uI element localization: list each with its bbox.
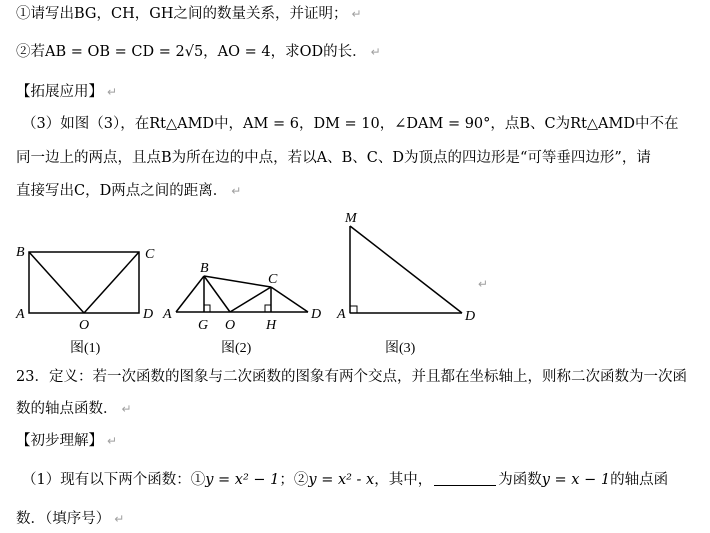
separator: ；② <box>279 472 309 488</box>
initial-heading-line <box>16 431 117 451</box>
fig2-right-angle-G <box>204 305 210 312</box>
function-3: y = x − 1 <box>541 472 611 488</box>
fig1-label-A: A <box>16 307 25 322</box>
function-2: y = x² - x <box>308 472 375 488</box>
fig3-side-MD <box>350 226 462 313</box>
q22-part1-text: ①请写出BG，CH，GH之间的数量关系，并证明； <box>16 6 348 22</box>
fig1-label-D: D <box>143 307 154 322</box>
fig2-label-H: H <box>266 318 277 333</box>
fig2-label-D: D <box>311 307 322 322</box>
q23-definition-text2: 数的轴点函数． <box>16 401 118 417</box>
fig3-label-A: A <box>337 307 346 322</box>
figure-3 <box>350 226 462 313</box>
q23-part1-end-line <box>16 509 124 529</box>
fig2-right-angle-H <box>265 305 271 312</box>
fig1-rectangle <box>29 252 139 313</box>
figure-2 <box>176 276 308 312</box>
fig1-caption: 图(1) <box>70 341 101 356</box>
q23-part1-line <box>22 470 668 490</box>
q23-definition-line1 <box>16 367 687 387</box>
fig2-segment-AB <box>176 276 204 312</box>
tail-text: 的轴点函 <box>610 472 669 488</box>
fig2-segment-CD <box>271 287 308 312</box>
fig2-label-B: B <box>200 261 209 276</box>
q22-part3-text2: 同一边上的两点，且点B为所在边的中点，若以A、B、C、D为顶点的四边形是“可等垂四边形”，请 <box>16 150 651 166</box>
q23-part1-end: 数．（填序号） <box>16 511 111 527</box>
q23-definition-line2 <box>16 399 132 419</box>
q23-definition-text1: 23．定义：若一次函数的图象与二次函数的图象有两个交点，并且都在坐标轴上，则称二次函数为一次函 <box>16 369 687 385</box>
fig1-label-O: O <box>79 318 90 333</box>
return-mark-icon: ↵ <box>478 277 489 291</box>
extension-heading: 【拓展应用】 <box>16 84 103 100</box>
return-mark-icon: ↵ <box>231 184 242 198</box>
answer-blank[interactable] <box>434 471 496 486</box>
q22-part3-text3: 直接写出C，D两点之间的距离． <box>16 183 228 199</box>
mid-text: ，其中， <box>374 472 433 488</box>
fig2-label-A: A <box>163 307 172 322</box>
fig2-caption: 图(2) <box>221 341 252 356</box>
initial-heading: 【初步理解】 <box>16 433 103 449</box>
figure-1 <box>29 252 139 313</box>
return-mark-icon: ↵ <box>107 434 118 448</box>
fig3-label-M: M <box>345 211 357 226</box>
function-1: y = x² − 1 <box>205 472 280 488</box>
fig1-label-C: C <box>145 247 155 262</box>
fig2-label-C: C <box>268 272 278 287</box>
return-mark-icon: ↵ <box>114 512 125 526</box>
fig1-segment-OC <box>84 252 139 313</box>
fig3-label-D: D <box>465 309 476 324</box>
q22-part3-text1: （3）如图（3），在Rt△AMD中，AM = 6，DM = 10，∠DAM = 90°，点B、C为Rt△AMD中不在 <box>22 116 679 132</box>
fig1-label-B: B <box>16 245 25 260</box>
fig3-caption: 图(3) <box>385 341 416 356</box>
fig3-right-angle-A <box>350 306 357 313</box>
return-mark-icon: ↵ <box>107 85 118 99</box>
return-mark-icon: ↵ <box>121 402 132 416</box>
q23-part1-prefix: （1）现有以下两个函数：① <box>22 472 206 488</box>
fig2-label-G: G <box>198 318 209 333</box>
return-mark-icon: ↵ <box>370 45 381 59</box>
fig2-segment-BO <box>204 276 230 312</box>
fig2-label-O: O <box>225 318 236 333</box>
return-mark-icon: ↵ <box>351 7 362 21</box>
after-blank-text: 为函数 <box>498 472 542 488</box>
fig2-segment-BC <box>204 276 271 287</box>
fig1-segment-BO <box>29 252 84 313</box>
q22-part2-text: ②若AB = OB = CD = 2√5，AO = 4，求OD的长． <box>16 44 367 60</box>
